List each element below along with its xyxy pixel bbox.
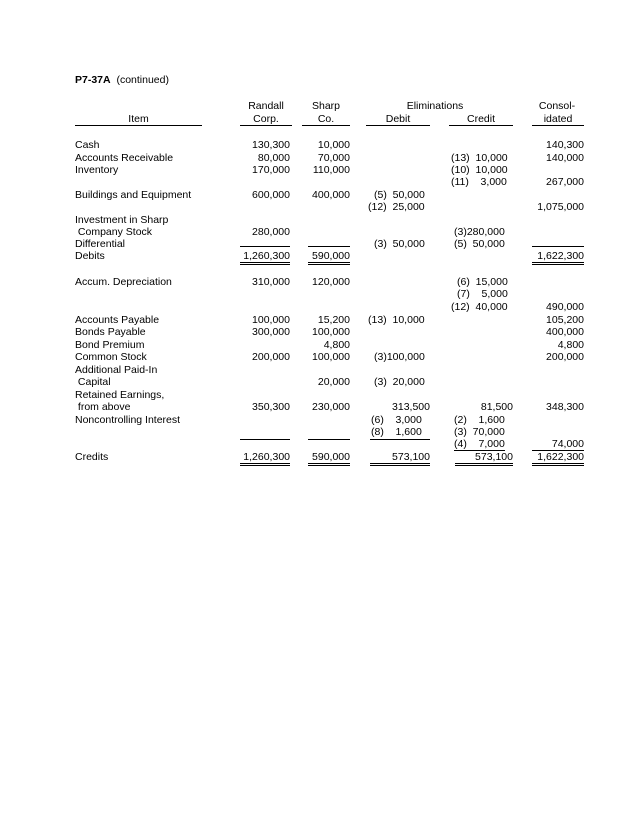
cell-consol: 1,622,300 bbox=[532, 250, 584, 265]
cell-consol: 400,000 bbox=[546, 326, 584, 338]
cell-sharp: 100,000 bbox=[312, 351, 350, 363]
underline bbox=[240, 246, 290, 247]
cell-consol: 490,000 bbox=[546, 301, 584, 313]
cell-consol: 1,075,000 bbox=[537, 201, 584, 213]
row-item: Buildings and Equipment bbox=[75, 189, 192, 201]
cell-sharp: 15,200 bbox=[317, 314, 350, 326]
cell-debit: (12) 25,000 bbox=[368, 201, 425, 213]
cell-sharp: 120,000 bbox=[312, 276, 350, 288]
cell-consol: 140,300 bbox=[546, 139, 584, 151]
row-item: Differential bbox=[75, 238, 125, 250]
underline bbox=[370, 439, 430, 440]
header-item: Item bbox=[75, 113, 202, 126]
cell-debit: (3) 50,000 bbox=[374, 238, 425, 250]
cell-randall: 130,300 bbox=[252, 139, 290, 151]
cell-randall: 600,000 bbox=[252, 189, 290, 201]
header-randall-bottom: Corp. bbox=[240, 113, 292, 126]
cell-consol: 105,200 bbox=[546, 314, 584, 326]
cell-randall: 310,000 bbox=[252, 276, 290, 288]
underline bbox=[240, 439, 290, 440]
header-credit: Credit bbox=[449, 113, 513, 126]
row-item: Debits bbox=[75, 250, 105, 262]
row-item: Accounts Payable bbox=[75, 314, 160, 326]
header-sharp-top: Sharp bbox=[311, 100, 341, 112]
cell-sharp: 20,000 bbox=[317, 376, 350, 388]
header-consol-top: Consol- bbox=[538, 100, 576, 112]
title-suffix: (continued) bbox=[116, 74, 169, 86]
row-item: Capital bbox=[75, 376, 111, 388]
cell-credit: 573,100 bbox=[455, 451, 513, 466]
cell-sharp: 4,800 bbox=[323, 339, 350, 351]
row-item: Bonds Payable bbox=[75, 326, 146, 338]
row-item: Cash bbox=[75, 139, 100, 151]
cell-randall: 280,000 bbox=[252, 226, 290, 238]
cell-randall: 170,000 bbox=[252, 164, 290, 176]
row-item: Accounts Receivable bbox=[75, 152, 174, 164]
cell-randall: 1,260,300 bbox=[240, 451, 290, 466]
row-item: Bond Premium bbox=[75, 339, 145, 351]
cell-consol: 1,622,300 bbox=[532, 451, 584, 466]
row-item: Accum. Depreciation bbox=[75, 276, 172, 288]
cell-sharp: 110,000 bbox=[312, 164, 350, 176]
cell-sharp: 70,000 bbox=[317, 152, 350, 164]
cell-consol: 140,000 bbox=[546, 152, 584, 164]
header-eliminations: Eliminations bbox=[406, 100, 464, 112]
cell-debit: (3)100,000 bbox=[374, 351, 425, 363]
row-item: from above bbox=[75, 401, 131, 413]
row-item: Common Stock bbox=[75, 351, 147, 363]
underline bbox=[532, 246, 584, 247]
cell-consol: 74,000 bbox=[532, 438, 584, 451]
cell-sharp: 10,000 bbox=[317, 139, 350, 151]
cell-credit: (5) 50,000 bbox=[454, 238, 505, 250]
cell-consol: 348,300 bbox=[546, 401, 584, 413]
cell-debit: 313,500 bbox=[392, 401, 430, 413]
header-debit: Debit bbox=[366, 113, 430, 126]
cell-debit: 573,100 bbox=[370, 451, 430, 466]
cell-credit: (7) 5,000 bbox=[457, 288, 508, 300]
cell-randall: 100,000 bbox=[252, 314, 290, 326]
header-sharp-bottom: Co. bbox=[302, 113, 350, 126]
cell-consol: 200,000 bbox=[546, 351, 584, 363]
cell-debit: (3) 20,000 bbox=[374, 376, 425, 388]
cell-credit: (3) 70,000 bbox=[454, 426, 505, 438]
row-item: Noncontrolling Interest bbox=[75, 414, 181, 426]
cell-randall: 350,300 bbox=[252, 401, 290, 413]
header-consol-bottom: idated bbox=[532, 113, 584, 126]
cell-credit: 81,500 bbox=[480, 401, 513, 413]
cell-credit: (6) 15,000 bbox=[457, 276, 508, 288]
cell-debit: (5) 50,000 bbox=[374, 189, 425, 201]
cell-sharp: 100,000 bbox=[312, 326, 350, 338]
cell-credit: (2) 1,600 bbox=[454, 414, 505, 426]
header-randall-top: Randall bbox=[248, 100, 284, 112]
cell-randall: 200,000 bbox=[252, 351, 290, 363]
cell-randall: 80,000 bbox=[257, 152, 290, 164]
row-item: Retained Earnings, bbox=[75, 389, 165, 401]
cell-credit: (3)280,000 bbox=[454, 226, 505, 238]
cell-sharp: 400,000 bbox=[312, 189, 350, 201]
cell-credit: (12) 40,000 bbox=[451, 301, 508, 313]
page-title bbox=[75, 74, 169, 86]
cell-credit: (11) 3,000 bbox=[451, 176, 507, 188]
row-item: Credits bbox=[75, 451, 109, 463]
cell-sharp: 590,000 bbox=[308, 250, 350, 265]
row-item: Inventory bbox=[75, 164, 119, 176]
row-item: Company Stock bbox=[75, 226, 153, 238]
cell-consol: 267,000 bbox=[546, 176, 584, 188]
cell-debit: (6) 3,000 bbox=[371, 414, 422, 426]
cell-credit: (10) 10,000 bbox=[451, 164, 508, 176]
cell-debit: (13) 10,000 bbox=[368, 314, 425, 326]
cell-sharp: 230,000 bbox=[312, 401, 350, 413]
problem-number: P7-37A bbox=[75, 74, 111, 86]
underline bbox=[308, 439, 350, 440]
row-item: Investment in Sharp bbox=[75, 214, 169, 226]
cell-sharp: 590,000 bbox=[308, 451, 350, 466]
cell-randall: 300,000 bbox=[252, 326, 290, 338]
cell-debit: (8) 1,600 bbox=[371, 426, 422, 438]
cell-randall: 1,260,300 bbox=[240, 250, 290, 265]
cell-consol: 4,800 bbox=[557, 339, 584, 351]
row-item: Additional Paid-In bbox=[75, 364, 158, 376]
cell-credit: (13) 10,000 bbox=[451, 152, 508, 164]
underline bbox=[308, 246, 350, 247]
cell-credit: (4) 7,000 bbox=[454, 438, 505, 450]
